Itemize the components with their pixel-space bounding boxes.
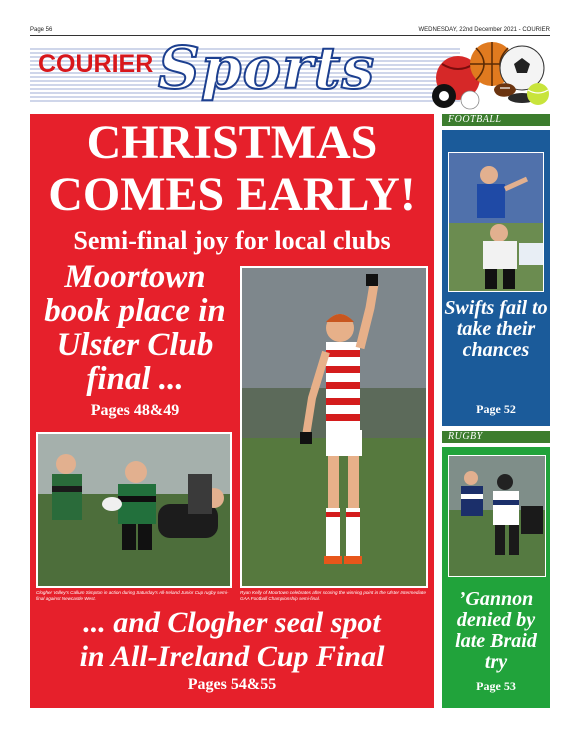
lead-headline-line2: COMES EARLY! — [48, 168, 416, 221]
rugby-headline: ’Gannon denied by late Braid try — [455, 588, 537, 673]
lead-headline-line1: CHRISTMAS — [86, 116, 378, 169]
dateline: WEDNESDAY, 22nd December 2021 - COURIER — [418, 26, 550, 33]
moortown-celebration-photo — [240, 266, 428, 588]
moortown-photo-caption: Ryan Kelly of Moortown celebrates after scoring the winning point in the Ulster Intermediate GAA Football Championship semi-final. — [240, 590, 426, 601]
clogher-photo-caption: Clogher Valley's Callum Simpton in action during Saturday's All-Ireland Junior Cup rugby semi-final against Newcastle West. — [36, 590, 229, 601]
football-story-panel — [442, 130, 550, 426]
moortown-headline: Moortown book place in Ulster Club final ... — [44, 259, 226, 397]
football-headline: Swifts fail to take their chances — [444, 297, 548, 361]
section-title: Sports — [158, 38, 376, 102]
rugby-tackle-icon — [38, 434, 230, 586]
page-header — [30, 24, 550, 36]
clogher-headline-line2: in All-Ireland Cup Final — [79, 640, 385, 673]
lead-story-panel — [30, 114, 434, 708]
lead-subheadline: Semi-final joy for local clubs — [73, 226, 391, 255]
sports-balls-icon — [410, 38, 550, 110]
clogher-headline — [30, 606, 434, 674]
rugby-section-tag: RUGBY — [442, 431, 550, 443]
brand-name: COURIER — [38, 50, 154, 78]
masthead — [30, 38, 550, 110]
player-figure-icon — [242, 268, 426, 586]
moortown-pages[interactable]: Pages 48&49 — [90, 402, 180, 419]
football-section-tag: FOOTBALL — [442, 114, 550, 126]
rugby-match-photo — [448, 455, 546, 577]
football-match-photo — [448, 152, 544, 292]
clogher-pages[interactable]: Pages 54&55 — [187, 676, 277, 693]
clogher-headline-line1: ... and Clogher seal spot — [83, 606, 381, 639]
rugby-players-icon — [449, 456, 545, 576]
football-pages[interactable]: Page 52 — [476, 402, 516, 416]
rugby-pages[interactable]: Page 53 — [476, 679, 516, 693]
page-number: Page 56 — [30, 26, 53, 33]
clogher-rugby-photo — [36, 432, 232, 588]
rugby-story-panel — [442, 447, 550, 708]
football-players-icon — [449, 153, 543, 291]
